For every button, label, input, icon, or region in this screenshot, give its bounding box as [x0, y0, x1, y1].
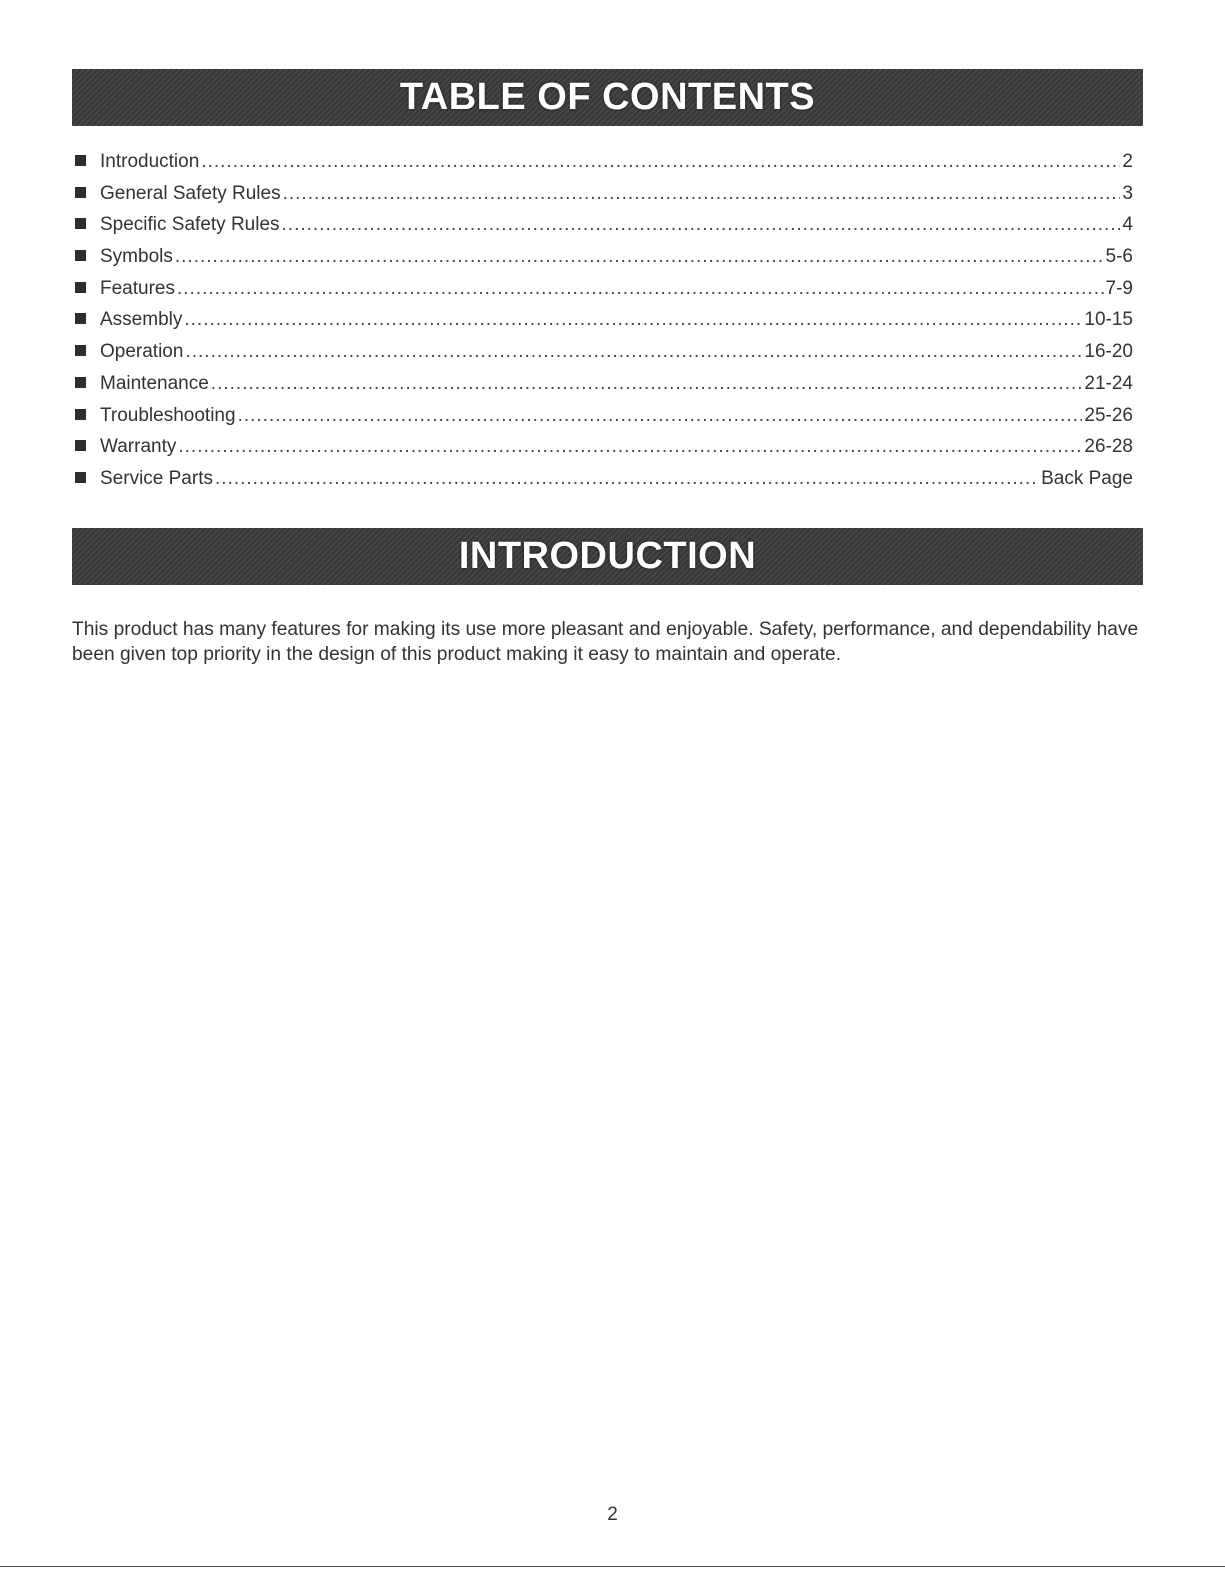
square-bullet-icon — [75, 250, 86, 261]
toc-leader-dots — [175, 246, 1104, 268]
square-bullet-icon — [75, 218, 86, 229]
square-bullet-icon — [75, 155, 86, 166]
toc-item-page: 10-15 — [1084, 309, 1133, 331]
square-bullet-icon — [75, 472, 86, 483]
toc-leader-dots — [177, 278, 1104, 300]
toc-item — [75, 309, 1133, 341]
toc-leader-dots — [201, 151, 1120, 173]
toc-item-page: 3 — [1122, 182, 1133, 204]
toc-item-page: 5-6 — [1105, 246, 1133, 268]
introduction-header-banner — [72, 528, 1143, 585]
toc-item-page: 16-20 — [1084, 341, 1133, 363]
toc-leader-dots — [178, 436, 1082, 458]
toc-item — [75, 468, 1133, 500]
toc-item-page: 21-24 — [1084, 372, 1133, 394]
toc-item-page: 7-9 — [1105, 277, 1133, 299]
toc-leader-dots — [283, 183, 1121, 205]
toc-item-page: 4 — [1122, 214, 1133, 236]
toc-leader-dots — [211, 373, 1083, 395]
toc-item — [75, 341, 1133, 373]
toc-item — [75, 151, 1133, 183]
toc-item-label: Service Parts — [100, 467, 213, 489]
toc-item — [75, 436, 1133, 468]
square-bullet-icon — [75, 409, 86, 420]
toc-item-label: General Safety Rules — [100, 182, 281, 204]
toc-item — [75, 405, 1133, 437]
toc-item — [75, 278, 1133, 310]
toc-item — [75, 183, 1133, 215]
toc-item-label: Operation — [100, 341, 184, 363]
toc-item-label: Warranty — [100, 436, 177, 458]
toc-leader-dots — [185, 341, 1082, 363]
toc-leader-dots — [215, 468, 1039, 490]
toc-item-page: 25-26 — [1084, 404, 1133, 426]
toc-item-label: Troubleshooting — [100, 404, 236, 426]
toc-item-label: Features — [100, 277, 175, 299]
toc-item-page: 26-28 — [1084, 436, 1133, 458]
square-bullet-icon — [75, 187, 86, 198]
toc-item — [75, 373, 1133, 405]
toc-leader-dots — [282, 214, 1121, 236]
toc-title: TABLE OF CONTENTS — [399, 76, 816, 118]
introduction-title: INTRODUCTION — [458, 535, 757, 577]
toc-list — [75, 151, 1133, 500]
toc-header-banner — [72, 69, 1143, 126]
square-bullet-icon — [75, 313, 86, 324]
toc-item-label: Assembly — [100, 309, 183, 331]
square-bullet-icon — [75, 377, 86, 388]
toc-leader-dots — [238, 405, 1083, 427]
footer-divider — [0, 1566, 1225, 1567]
toc-item-label: Symbols — [100, 246, 173, 268]
toc-item-label: Specific Safety Rules — [100, 214, 280, 236]
toc-item — [75, 214, 1133, 246]
toc-item-page: 2 — [1122, 151, 1133, 172]
square-bullet-icon — [75, 440, 86, 451]
toc-item-label: Maintenance — [100, 372, 209, 394]
toc-item-label: Introduction — [100, 151, 200, 172]
square-bullet-icon — [75, 282, 86, 293]
page-number: 2 — [607, 1504, 618, 1525]
square-bullet-icon — [75, 345, 86, 356]
toc-leader-dots — [184, 309, 1082, 331]
toc-item — [75, 246, 1133, 278]
toc-item-page: Back Page — [1041, 467, 1133, 489]
introduction-body: This product has many features for making its use more pleasant and enjoyable. Safety, performance, and dependability have been given top priority in the design of this product making it easy to maintain and operate. — [72, 619, 1139, 665]
